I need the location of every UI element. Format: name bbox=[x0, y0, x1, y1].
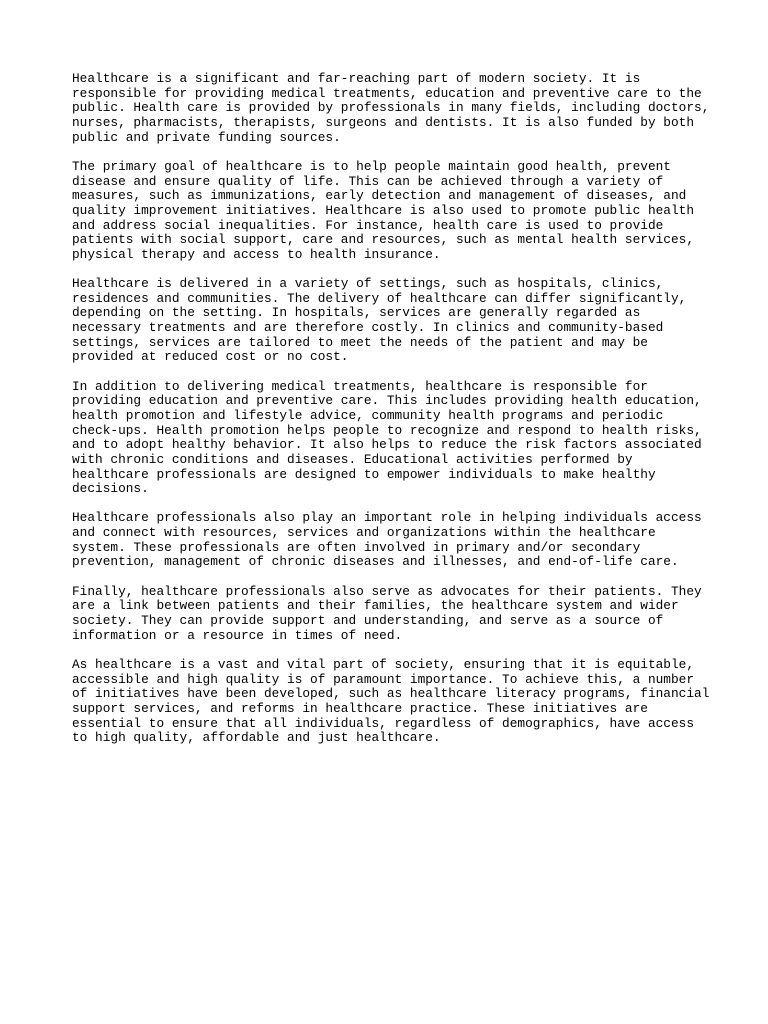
paragraph-advocates: Finally, healthcare professionals also serve as advocates for their patients. They are a link between patients and their families, the healthcare system and wider society. They can provide support and understanding, and serve as a source of information or a resource in times of need. bbox=[72, 583, 702, 643]
paragraph-education: In addition to delivering medical treatments, healthcare is responsible for providing education and preventive care. This includes providing health education, health promotion and lifestyle advice, community health programs and periodic check-ups. Health promotion helps people to recognize and respond to health risks, and to adopt healthy behavior. It also helps to reduce the risk factors associated with chronic conditions and diseases. Educational activities performed by healthcare professionals are designed to empower individuals to make healthy decisions. bbox=[72, 378, 702, 497]
paragraph-professionals: Healthcare professionals also play an important role in helping individuals access and connect with resources, services and organizations within the healthcare system. These professionals are often involved in primary and/or secondary prevention, management of chronic diseases and illnesses, and end-of-life care. bbox=[72, 510, 702, 570]
paragraph-settings: Healthcare is delivered in a variety of settings, such as hospitals, clinics, residences and communities. The delivery of healthcare can differ significantly, depending on the setting. In hospitals, services are generally regarded as necessary treatments and are therefore costly. In clinics and community-based settings, services are tailored to meet the needs of the patient and may be provided at reduced cost or no cost. bbox=[72, 276, 687, 365]
document-page bbox=[72, 72, 712, 760]
paragraph-conclusion: As healthcare is a vast and vital part of society, ensuring that it is equitable, accessible and high quality is of paramount importance. To achieve this, a number of initiatives have been developed, such as healthcare literacy programs, financial support services, and reforms in healthcare practice. These initiatives are essential to ensure that all individuals, regardless of demographics, have access to high quality, affordable and just healthcare. bbox=[72, 656, 710, 746]
paragraph-intro: Healthcare is a significant and far-reaching part of modern society. It is responsible for providing medical treatments, education and preventive care to the public. Health care is provided by professionals in many fields, including doctors, nurses, pharmacists, therapists, surgeons and dentists. It is also funded by both public and private funding sources. bbox=[72, 71, 710, 145]
paragraph-primary-goal: The primary goal of healthcare is to help people maintain good health, prevent disease and ensure quality of life. This can be achieved through a variety of measures, such as immunizations, early detection and management of diseases, and quality improvement initiatives. Healthcare is also used to promote public health and address social inequalities. For instance, health care is used to provide patients with social support, care and resources, such as mental health services, physical therapy and access to health insurance. bbox=[72, 158, 695, 262]
